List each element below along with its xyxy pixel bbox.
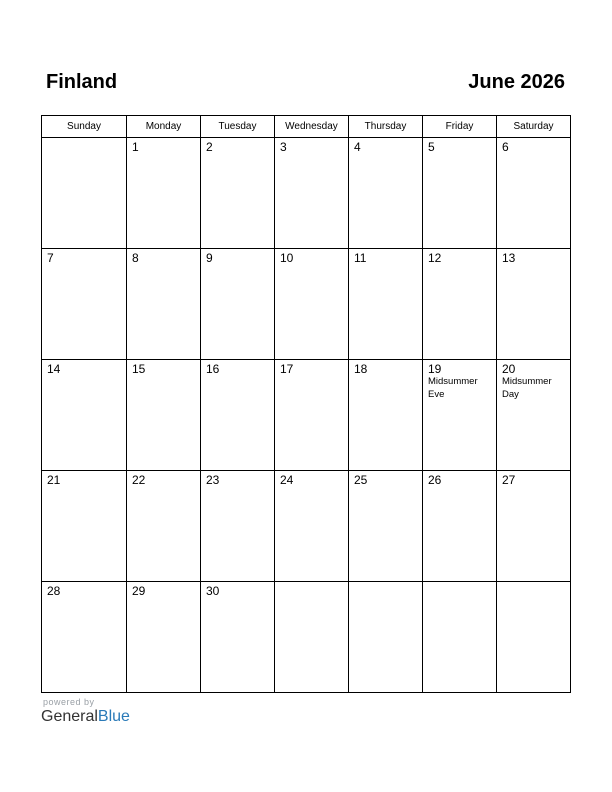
day-cell-holiday: [497, 360, 571, 471]
week-row: [42, 582, 571, 693]
day-cell: [275, 360, 349, 471]
day-number: 2: [206, 140, 213, 154]
week-row: [42, 360, 571, 471]
day-number: [423, 582, 496, 584]
day-cell: [497, 471, 571, 582]
week-row: [42, 249, 571, 360]
day-number: 21: [47, 473, 61, 487]
day-cell: [201, 249, 275, 360]
day-cell: [349, 582, 423, 693]
day-cell: [349, 138, 423, 249]
day-cell: [42, 249, 127, 360]
day-number: 4: [354, 140, 361, 154]
day-number: 6: [502, 140, 509, 154]
day-cell: [275, 471, 349, 582]
day-number: 25: [354, 473, 368, 487]
day-number: 3: [280, 140, 287, 154]
day-cell: [497, 582, 571, 693]
day-cell: [127, 582, 201, 693]
day-number: 15: [132, 362, 146, 376]
day-cell: [349, 360, 423, 471]
day-number: 7: [47, 251, 54, 265]
day-cell: [42, 471, 127, 582]
day-number: 29: [132, 584, 146, 598]
day-number: 18: [354, 362, 368, 376]
brand-part-general: General: [41, 708, 98, 725]
day-number: 17: [280, 362, 294, 376]
day-number: 26: [428, 473, 442, 487]
brand-part-blue: Blue: [97, 708, 130, 725]
day-number: 5: [428, 140, 435, 154]
day-cell: [275, 249, 349, 360]
day-cell: [423, 138, 497, 249]
country-title: Finland: [46, 71, 118, 93]
powered-by-label: powered by: [43, 697, 95, 707]
weekday-header-row: [42, 116, 571, 138]
calendar-grid: [41, 115, 571, 693]
day-number: [42, 138, 126, 140]
day-number: 8: [132, 251, 139, 265]
day-cell: [423, 471, 497, 582]
day-cell: [349, 471, 423, 582]
day-number: 30: [206, 584, 220, 598]
day-number: [349, 582, 422, 584]
branding-footer: [41, 697, 130, 726]
weekday-monday: Monday: [127, 116, 201, 138]
day-cell: [275, 582, 349, 693]
day-number: 28: [47, 584, 61, 598]
day-cell: [42, 360, 127, 471]
day-number: 22: [132, 473, 146, 487]
day-number: [497, 582, 570, 584]
day-cell: [127, 249, 201, 360]
week-row: [42, 471, 571, 582]
day-cell: [201, 471, 275, 582]
day-number: 20: [502, 362, 516, 376]
day-cell: [42, 582, 127, 693]
day-cell: [201, 138, 275, 249]
day-number: 12: [428, 251, 442, 265]
day-number: 14: [47, 362, 61, 376]
day-cell: [497, 138, 571, 249]
day-number: 13: [502, 251, 516, 265]
weekday-thursday: Thursday: [349, 116, 423, 138]
day-cell: [423, 582, 497, 693]
day-cell: [127, 471, 201, 582]
week-row: [42, 138, 571, 249]
day-cell: [127, 138, 201, 249]
day-number: 11: [354, 251, 367, 265]
day-cell: [423, 249, 497, 360]
day-number: 1: [132, 140, 139, 154]
day-number: 27: [502, 473, 516, 487]
weekday-wednesday: Wednesday: [275, 116, 349, 138]
day-cell: [201, 360, 275, 471]
weekday-tuesday: Tuesday: [201, 116, 275, 138]
day-cell: [42, 138, 127, 249]
weekday-sunday: Sunday: [42, 116, 127, 138]
day-cell: [127, 360, 201, 471]
weekday-friday: Friday: [423, 116, 497, 138]
day-cell: [201, 582, 275, 693]
holiday-label: Midsummer Eve: [428, 376, 478, 400]
day-cell-holiday: [423, 360, 497, 471]
brand-logo: [41, 708, 130, 726]
weekday-saturday: Saturday: [497, 116, 571, 138]
day-number: 10: [280, 251, 294, 265]
day-cell: [497, 249, 571, 360]
day-number: 23: [206, 473, 220, 487]
day-number: 24: [280, 473, 294, 487]
month-year-title: June 2026: [468, 71, 565, 93]
holiday-label: Midsummer Day: [502, 376, 552, 400]
day-cell: [349, 249, 423, 360]
day-number: 19: [428, 362, 442, 376]
day-cell: [275, 138, 349, 249]
day-number: [275, 582, 348, 584]
day-number: 16: [206, 362, 220, 376]
day-number: 9: [206, 251, 213, 265]
